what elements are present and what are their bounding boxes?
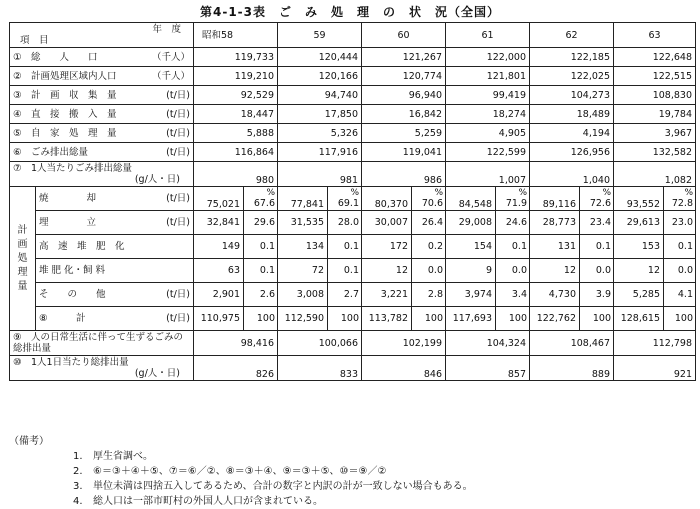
table-row [10, 356, 696, 381]
value-cell: 1,007 [446, 162, 530, 187]
value-cell: 120,166 [278, 67, 362, 86]
table-row [10, 259, 696, 283]
value-cell: 29,613 [614, 211, 664, 235]
row-unit: (t/日) [166, 89, 190, 101]
row-label-text: 堆 肥 化・飼 料 [39, 265, 106, 276]
percent-cell: 100 [328, 307, 362, 331]
notes-heading: （備考） [9, 436, 49, 447]
percent-cell: 3.9 [580, 283, 614, 307]
value-cell: 28,773 [530, 211, 580, 235]
table-row [10, 105, 696, 124]
value-cell: 31,535 [278, 211, 328, 235]
value-cell: 108,830 [614, 86, 696, 105]
value-cell: 154 [446, 235, 496, 259]
value-cell: 122,648 [614, 48, 696, 67]
percent-cell: 0.1 [328, 259, 362, 283]
value-cell: 112,798 [614, 331, 696, 356]
note-indent [9, 494, 73, 509]
percent-cell [328, 187, 362, 211]
percent-cell: 0.0 [664, 259, 696, 283]
value-cell: 921 [614, 356, 696, 381]
side-label-char: 理 [17, 266, 28, 278]
value-cell: 5,326 [278, 124, 362, 143]
percent-cell: 0.0 [412, 259, 446, 283]
percent-cell: 4.1 [664, 283, 696, 307]
value-cell: 104,273 [530, 86, 614, 105]
table-title: 第4-1-3表 ご み 処 理 の 状 況（全国） [199, 5, 500, 19]
side-label-char: 量 [17, 280, 28, 292]
note-indent [9, 464, 73, 479]
value-cell: 120,444 [278, 48, 362, 67]
percent-sign: % [684, 187, 693, 198]
value-cell: 117,916 [278, 143, 362, 162]
value-cell: 3,221 [362, 283, 412, 307]
percent-cell: 0.2 [412, 235, 446, 259]
row-unit: (t/日) [166, 127, 190, 139]
percent-cell: 28.0 [328, 211, 362, 235]
row-label [36, 283, 194, 307]
year-header: 61 [446, 23, 530, 48]
value-cell: 110,975 [194, 307, 244, 331]
percent-cell: 0.1 [664, 235, 696, 259]
value-cell: 100,066 [278, 331, 362, 356]
side-label-char: 処 [17, 252, 28, 264]
value-cell: 102,199 [362, 331, 446, 356]
value-cell: 986 [362, 162, 446, 187]
row-label-text: ⑨ 人の日常生活に伴って生ずるごみの総排出量 [13, 332, 184, 354]
value-cell: 1,040 [530, 162, 614, 187]
percent-cell [496, 187, 530, 211]
year-header: 昭和58 [194, 23, 278, 48]
value-cell: 108,467 [530, 331, 614, 356]
table-row [10, 48, 696, 67]
value-cell: 826 [194, 356, 278, 381]
value-cell: 18,274 [446, 105, 530, 124]
note-text: 厚生省調べ。 [93, 451, 153, 462]
note-item [9, 464, 473, 479]
percent-sign: % [266, 187, 275, 198]
notes [9, 434, 473, 509]
note-item [9, 479, 473, 494]
value-cell: 5,285 [614, 283, 664, 307]
row-unit: (g/人・日) [134, 368, 180, 379]
row-label-text: 埋 立 [39, 217, 97, 228]
value-cell: 981 [278, 162, 362, 187]
row-label [10, 124, 194, 143]
percent-cell: 100 [664, 307, 696, 331]
value-cell: 833 [278, 356, 362, 381]
table-row [10, 235, 696, 259]
value-cell: 12 [614, 259, 664, 283]
value-cell: 131 [530, 235, 580, 259]
percent-cell: 2.7 [328, 283, 362, 307]
value-cell: 99,419 [446, 86, 530, 105]
percent-value: 72.6 [589, 197, 611, 209]
percent-cell: 2.8 [412, 283, 446, 307]
value-cell: 19,784 [614, 105, 696, 124]
value-cell: 92,529 [194, 86, 278, 105]
row-label-text: ① 総 人 口 [13, 51, 98, 63]
percent-cell: 0.1 [580, 235, 614, 259]
percent-cell [244, 187, 278, 211]
value-cell: 119,733 [194, 48, 278, 67]
row-label [10, 162, 194, 187]
value-cell: 3,967 [614, 124, 696, 143]
percent-cell: 0.1 [244, 235, 278, 259]
year-label: 年 度 [152, 24, 181, 35]
percent-cell: 0.0 [496, 259, 530, 283]
row-label [36, 211, 194, 235]
value-cell: 116,864 [194, 143, 278, 162]
percent-cell: 0.1 [328, 235, 362, 259]
percent-value: 69.1 [337, 197, 359, 209]
value-cell: 96,940 [362, 86, 446, 105]
corner-header [10, 23, 194, 48]
value-cell: 120,774 [362, 67, 446, 86]
value-cell: 18,447 [194, 105, 278, 124]
value-cell: 29,008 [446, 211, 496, 235]
percent-cell: 0.1 [244, 259, 278, 283]
row-label [10, 105, 194, 124]
row-unit: （千人） [151, 51, 190, 63]
value-cell: 5,259 [362, 124, 446, 143]
value-cell: 4,730 [530, 283, 580, 307]
header-row [10, 23, 696, 48]
value-cell: 113,782 [362, 307, 412, 331]
row-label [36, 187, 194, 211]
value-cell: 122,599 [446, 143, 530, 162]
value-cell: 119,210 [194, 67, 278, 86]
value-cell: 153 [614, 235, 664, 259]
value-cell: 122,025 [530, 67, 614, 86]
value-cell: 17,850 [278, 105, 362, 124]
percent-sign: % [350, 187, 359, 198]
side-label-char: 画 [17, 238, 28, 250]
percent-cell: 23.4 [580, 211, 614, 235]
percent-cell: 26.4 [412, 211, 446, 235]
waste-treatment-table [9, 22, 696, 381]
percent-cell [664, 187, 696, 211]
percent-value: 67.6 [253, 197, 275, 209]
percent-cell: 23.0 [664, 211, 696, 235]
percent-cell: 24.6 [496, 211, 530, 235]
year-header: 62 [530, 23, 614, 48]
table-row [10, 331, 696, 356]
row-unit: (g/人・日) [134, 174, 180, 185]
table-row [10, 211, 696, 235]
row-label-text: 焼 却 [39, 193, 97, 204]
percent-cell: 100 [244, 307, 278, 331]
value-cell: 12 [530, 259, 580, 283]
note-item [9, 449, 473, 464]
value-cell: 126,956 [530, 143, 614, 162]
year-header: 63 [614, 23, 696, 48]
row-label-text: ⑦ 1人当たりごみ排出総量 [13, 163, 133, 174]
value-cell: 122,185 [530, 48, 614, 67]
row-label-text: ② 計画処理区域内人口 [13, 70, 117, 82]
note-indent [9, 479, 73, 494]
percent-sign: % [518, 187, 527, 198]
percent-cell: 29.6 [244, 211, 278, 235]
note-number: 4. [73, 496, 83, 507]
year-header: 59 [278, 23, 362, 48]
year-header: 60 [362, 23, 446, 48]
row-label-text: 高 速 堆 肥 化 [39, 241, 125, 252]
value-cell: 2,901 [194, 283, 244, 307]
value-cell: 121,801 [446, 67, 530, 86]
row-unit: (t/日) [166, 108, 190, 120]
percent-cell: 100 [496, 307, 530, 331]
table-row [10, 86, 696, 105]
value-cell: 4,194 [530, 124, 614, 143]
value-cell: 5,888 [194, 124, 278, 143]
percent-cell: 100 [580, 307, 614, 331]
value-cell: 75,021 [194, 187, 244, 211]
note-item [9, 494, 473, 509]
value-cell: 857 [446, 356, 530, 381]
note-text: ⑥＝③＋④＋⑤、⑦＝⑥／②、⑧＝③＋④、⑨＝③＋⑤、⑩＝⑨／② [93, 466, 387, 477]
percent-value: 71.9 [505, 197, 527, 209]
side-label-char: 計 [17, 224, 28, 236]
row-unit: (t/日) [166, 146, 190, 158]
value-cell: 121,267 [362, 48, 446, 67]
note-number: 1. [73, 451, 83, 462]
percent-cell: 0.0 [580, 259, 614, 283]
value-cell: 980 [194, 162, 278, 187]
row-label [10, 331, 194, 356]
percent-sign: % [434, 187, 443, 198]
table-row [10, 283, 696, 307]
value-cell: 12 [362, 259, 412, 283]
percent-cell: 3.4 [496, 283, 530, 307]
value-cell: 3,008 [278, 283, 328, 307]
row-unit: (t/日) [166, 289, 190, 300]
value-cell: 104,324 [446, 331, 530, 356]
table-row [10, 162, 696, 187]
value-cell: 94,740 [278, 86, 362, 105]
note-text: 総人口は一部市町村の外国人人口が含まれている。 [93, 496, 323, 507]
percent-cell: 2.6 [244, 283, 278, 307]
table-row [10, 124, 696, 143]
value-cell: 18,489 [530, 105, 614, 124]
note-indent [9, 449, 73, 464]
row-label [36, 259, 194, 283]
value-cell: 1,082 [614, 162, 696, 187]
value-cell: 3,974 [446, 283, 496, 307]
value-cell: 122,000 [446, 48, 530, 67]
row-unit: (t/日) [166, 217, 190, 228]
row-unit: (t/日) [166, 193, 190, 204]
value-cell: 98,416 [194, 331, 278, 356]
note-text: 単位未満は四捨五入してあるため、合計の数字と内訳の計が一致しない場合もある。 [93, 481, 473, 492]
note-number: 3. [73, 481, 83, 492]
value-cell: 119,041 [362, 143, 446, 162]
value-cell: 77,841 [278, 187, 328, 211]
value-cell: 134 [278, 235, 328, 259]
value-cell: 63 [194, 259, 244, 283]
note-number: 2. [73, 466, 83, 477]
value-cell: 30,007 [362, 211, 412, 235]
percent-sign: % [602, 187, 611, 198]
side-label [10, 187, 36, 331]
value-cell: 846 [362, 356, 446, 381]
percent-cell [412, 187, 446, 211]
row-label [10, 67, 194, 86]
value-cell: 149 [194, 235, 244, 259]
row-label [36, 235, 194, 259]
row-label [10, 48, 194, 67]
value-cell: 122,762 [530, 307, 580, 331]
value-cell: 80,370 [362, 187, 412, 211]
value-cell: 89,116 [530, 187, 580, 211]
percent-value: 72.8 [671, 197, 693, 209]
row-label [10, 86, 194, 105]
table-row [10, 143, 696, 162]
value-cell: 117,693 [446, 307, 496, 331]
row-label [10, 143, 194, 162]
value-cell: 9 [446, 259, 496, 283]
table-row [10, 187, 696, 211]
value-cell: 84,548 [446, 187, 496, 211]
value-cell: 112,590 [278, 307, 328, 331]
percent-cell [580, 187, 614, 211]
value-cell: 889 [530, 356, 614, 381]
table-row [10, 307, 696, 331]
percent-cell: 100 [412, 307, 446, 331]
percent-value: 70.6 [421, 197, 443, 209]
value-cell: 128,615 [614, 307, 664, 331]
row-label [10, 356, 194, 381]
value-cell: 4,905 [446, 124, 530, 143]
row-label-text: ④ 直 接 搬 入 量 [13, 108, 117, 120]
value-cell: 172 [362, 235, 412, 259]
value-cell: 32,841 [194, 211, 244, 235]
value-cell: 93,552 [614, 187, 664, 211]
table-row [10, 67, 696, 86]
percent-cell: 0.1 [496, 235, 530, 259]
row-label-text: ③ 計 画 収 集 量 [13, 89, 117, 101]
item-label: 項 目 [20, 35, 49, 46]
row-label-text: ⑩ 1人1日当たり総排出量 [13, 357, 129, 368]
row-label [36, 307, 194, 331]
value-cell: 122,515 [614, 67, 696, 86]
row-unit: (t/日) [166, 313, 190, 324]
row-label-text: そ の 他 [39, 289, 106, 300]
value-cell: 16,842 [362, 105, 446, 124]
value-cell: 132,582 [614, 143, 696, 162]
row-label-text: ⑤ 自 家 処 理 量 [13, 127, 117, 139]
value-cell: 72 [278, 259, 328, 283]
row-label-text: ⑥ ごみ排出総量 [13, 146, 89, 158]
row-unit: （千人） [151, 70, 190, 82]
row-label-text: ⑧ 計 [39, 313, 86, 324]
